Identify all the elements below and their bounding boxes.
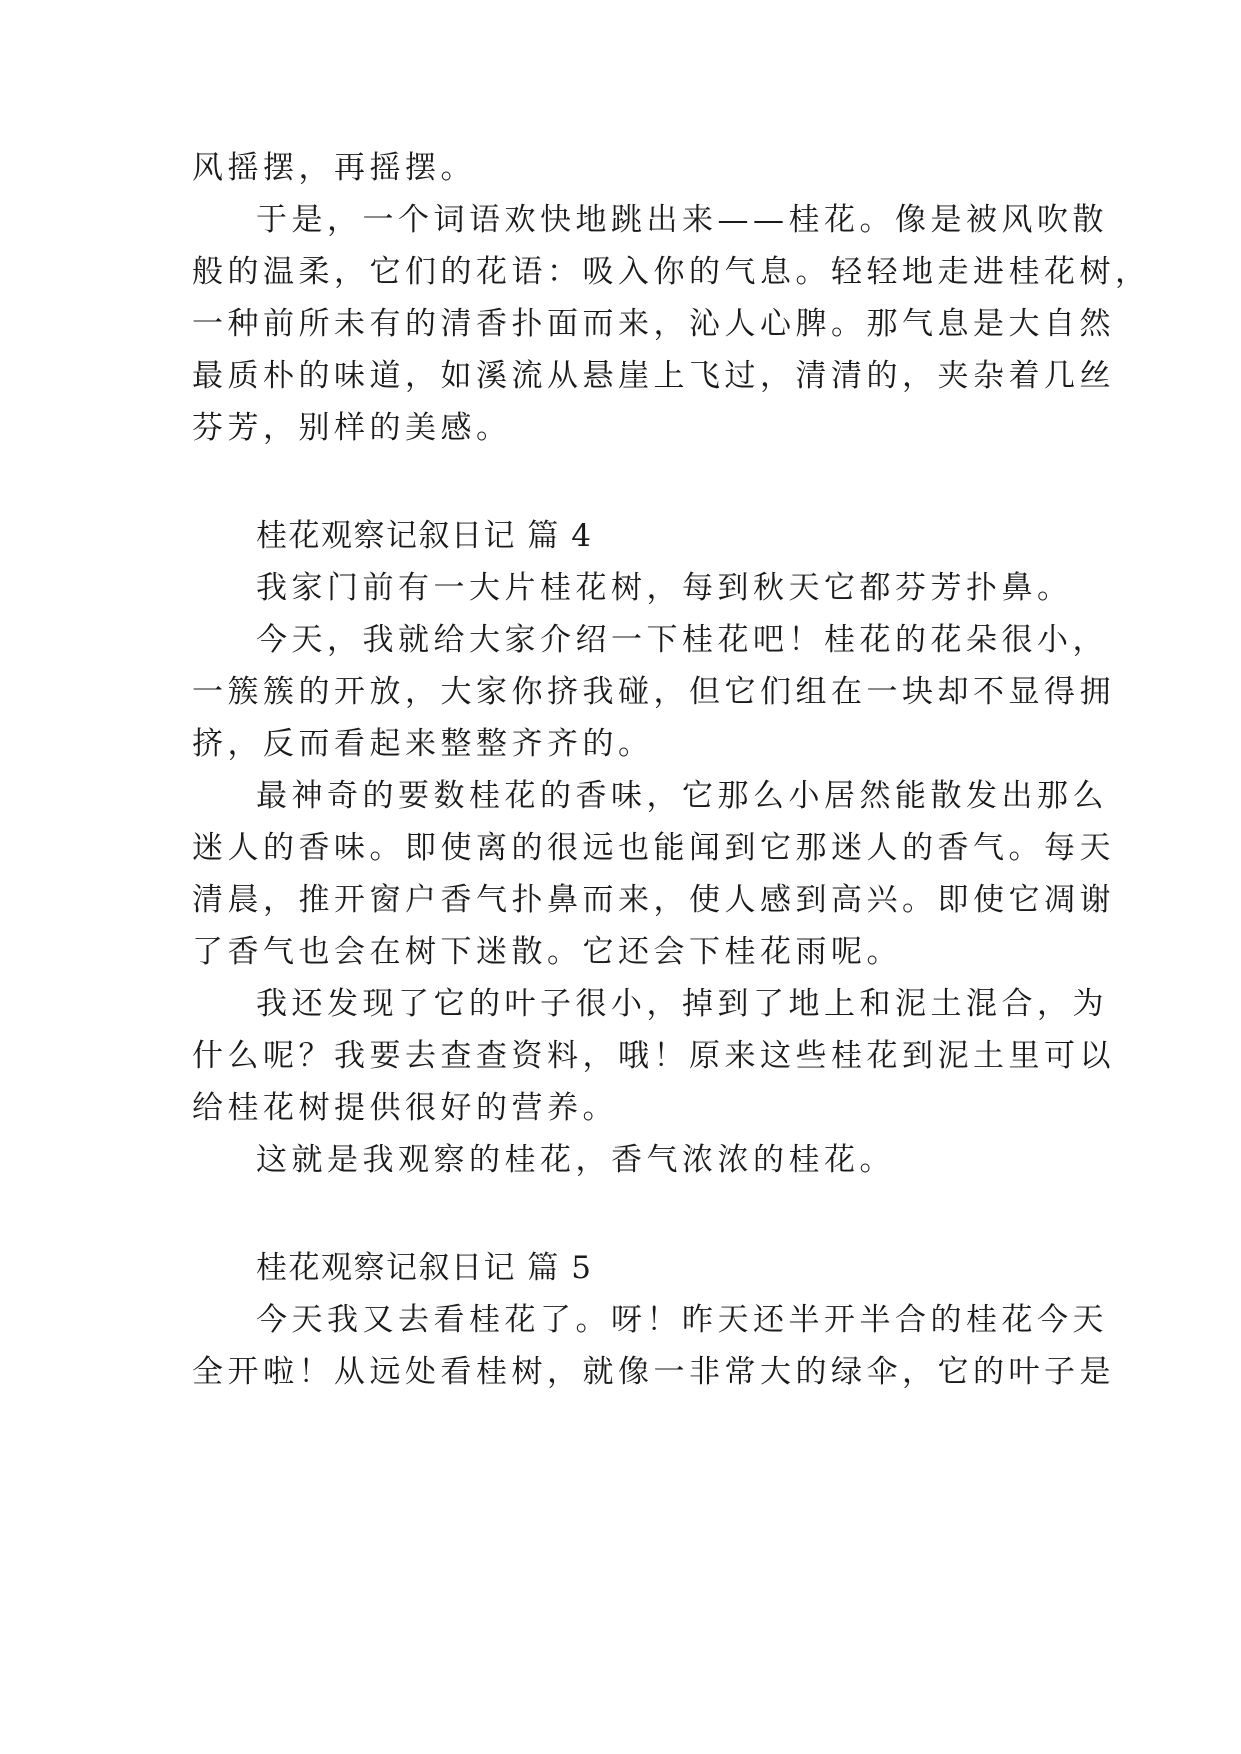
text-line: 芬芳，别样的美感。 (192, 410, 512, 446)
text-line: 清晨，推开窗户香气扑鼻而来，使人感到高兴。即使它凋谢 (192, 882, 1115, 918)
text-line: 全开啦！从远处看桂树，就像一非常大的绿伞，它的叶子是 (192, 1354, 1115, 1390)
text-line: 一种前所未有的清香扑面而来，沁人心脾。那气息是大自然 (192, 306, 1115, 342)
text-line: 般的温柔，它们的花语：吸入你的气息。轻轻地走进桂花树， (192, 254, 1151, 290)
text-line: 我家门前有一大片桂花树，每到秋天它都芬芳扑鼻。 (256, 570, 1073, 606)
text-line: 于是，一个词语欢快地跳出来——桂花。像是被风吹散 (256, 202, 1108, 238)
text-line: 最质朴的味道，如溪流从悬崖上飞过，清清的，夹杂着几丝 (192, 358, 1115, 394)
text-line: 这就是我观察的桂花，香气浓浓的桂花。 (256, 1142, 895, 1178)
text-line: 给桂花树提供很好的营养。 (192, 1090, 618, 1126)
section-heading: 桂花观察记叙日记 篇 4 (256, 518, 593, 554)
text-line: 风摇摆，再摇摆。 (192, 150, 476, 186)
text-line: 最神奇的要数桂花的香味，它那么小居然能散发出那么 (256, 778, 1108, 814)
text-line: 我还发现了它的叶子很小，掉到了地上和泥土混合，为 (256, 986, 1108, 1022)
text-line: 了香气也会在树下迷散。它还会下桂花雨呢。 (192, 934, 902, 970)
text-line: 一簇簇的开放，大家你挤我碰，但它们组在一块却不显得拥 (192, 674, 1115, 710)
section-heading: 桂花观察记叙日记 篇 5 (256, 1250, 593, 1286)
text-line: 迷人的香味。即使离的很远也能闻到它那迷人的香气。每天 (192, 830, 1115, 866)
text-line: 今天，我就给大家介绍一下桂花吧！桂花的花朵很小， (256, 622, 1108, 658)
text-line: 挤，反而看起来整整齐齐的。 (192, 726, 654, 762)
text-line: 什么呢？我要去查查资料，哦！原来这些桂花到泥土里可以 (192, 1038, 1115, 1074)
text-line: 今天我又去看桂花了。呀！昨天还半开半合的桂花今天 (256, 1302, 1108, 1338)
